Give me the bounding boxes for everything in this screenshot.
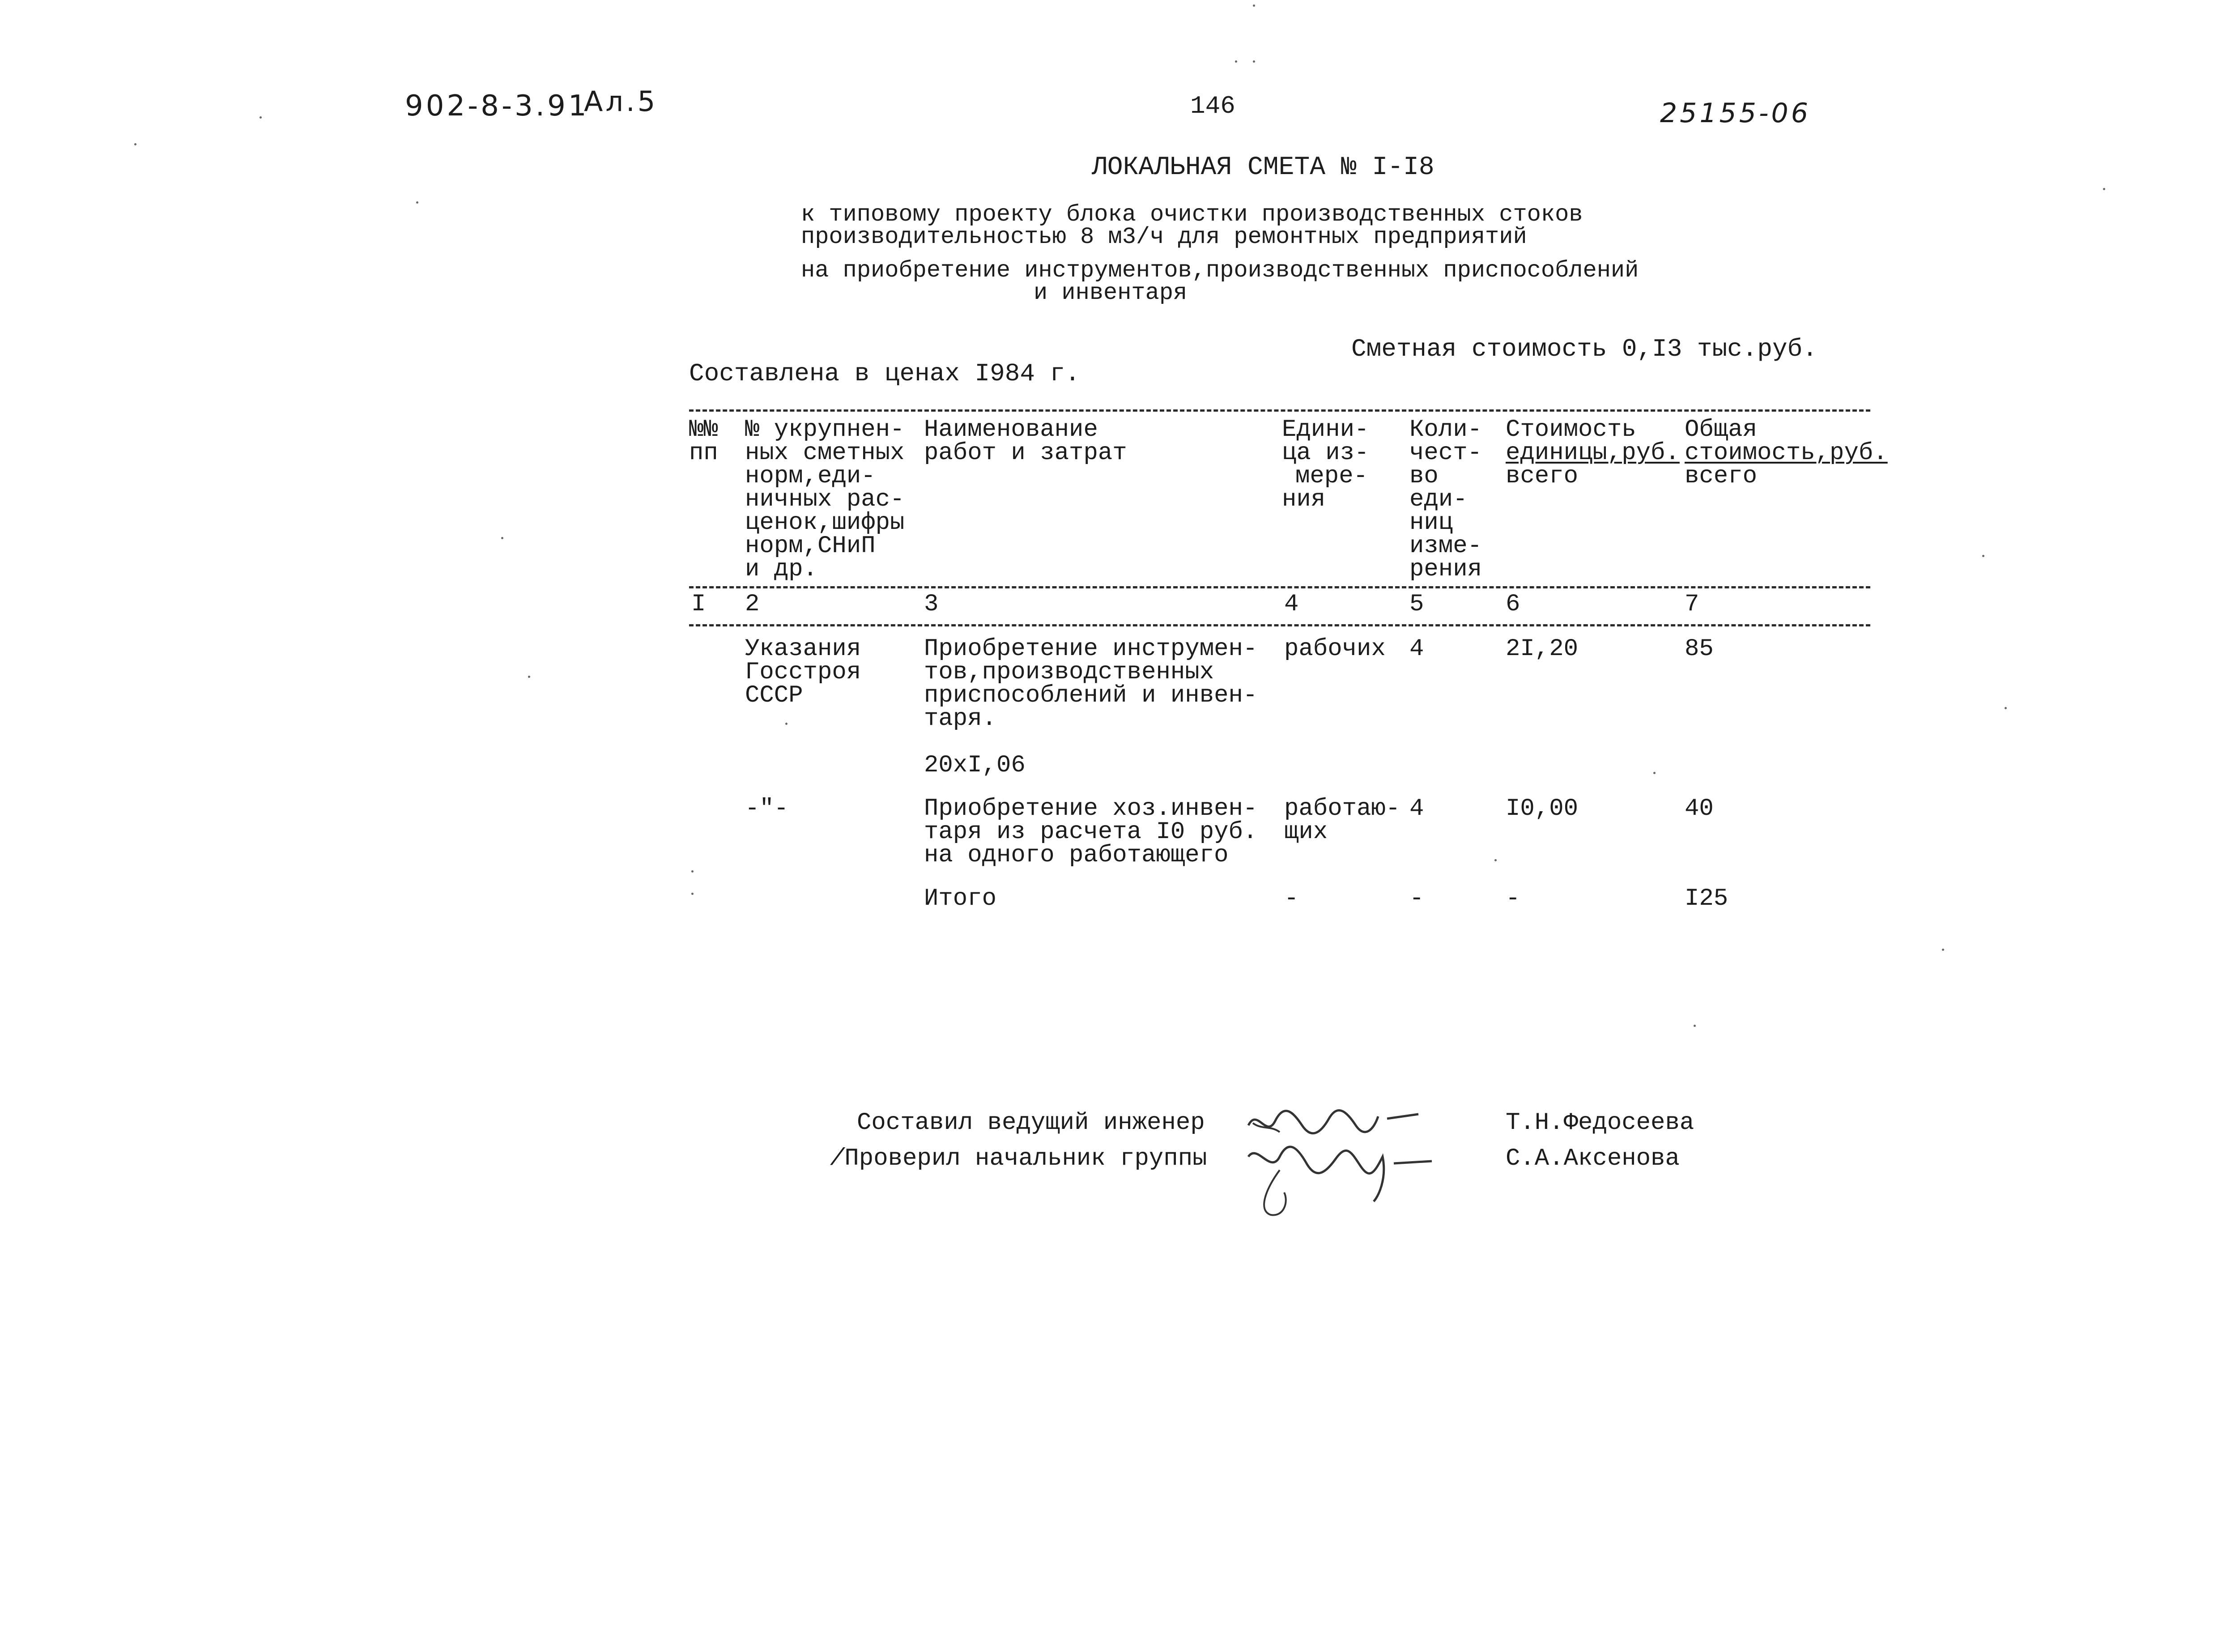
- header-col-7-line: Общая: [1685, 416, 1758, 443]
- header-col-1: [689, 418, 718, 465]
- column-number: 4: [1284, 591, 1299, 618]
- checked-by-name: С.А.Аксенова: [1506, 1145, 1680, 1172]
- scan-speck: [1253, 60, 1255, 63]
- total-unit-cost: -: [1506, 885, 1520, 912]
- header-col-5-line: во: [1409, 463, 1439, 490]
- signature-checked: [1239, 1139, 1445, 1219]
- header-col-6-line: единицы,руб.: [1506, 439, 1680, 467]
- column-number: 6: [1506, 591, 1520, 618]
- table-rule-header: [689, 586, 1870, 588]
- total-value: I25: [1685, 885, 1728, 912]
- row-1-reference-line: Госстроя: [745, 659, 861, 686]
- header-col-1-line: №№: [689, 416, 718, 443]
- row-2-unit-line: работаю-: [1284, 795, 1400, 822]
- checked-by-label-text: Проверил начальник группы: [844, 1145, 1207, 1172]
- total-quantity: -: [1409, 885, 1424, 912]
- header-col-2-line: и др.: [745, 556, 818, 583]
- header-col-6-line: всего: [1506, 463, 1579, 490]
- row-2-name-line: на одного работающего: [924, 842, 1229, 869]
- scan-speck: [134, 143, 136, 145]
- row-1-name-line: тов,производственных: [924, 659, 1214, 686]
- archive-number: 25155-06: [1660, 98, 1811, 129]
- row-2-name-line: Приобретение хоз.инвен-: [924, 795, 1258, 822]
- row-2-unit-cost: I0,00: [1506, 795, 1579, 822]
- header-col-7: [1685, 418, 1888, 488]
- header-col-4-line: ца из-: [1282, 439, 1369, 467]
- column-number: 2: [745, 591, 760, 618]
- page-title: ЛОКАЛЬНАЯ СМЕТА № I-I8: [1092, 153, 1435, 182]
- scan-speck: [2005, 707, 2007, 709]
- row-1-reference-line: Указания: [745, 635, 861, 663]
- header-col-2-line: № укрупнен-: [745, 416, 905, 443]
- header-col-3-line: Наименование: [924, 416, 1098, 443]
- scan-speck: [1253, 4, 1255, 7]
- row-1-reference-line: СССР: [745, 682, 803, 709]
- header-col-4-line: Едини-: [1282, 416, 1369, 443]
- header-col-2: [745, 418, 904, 581]
- subtitle-line-3: на приобретение инструментов,производственных приспособлений: [801, 257, 1639, 284]
- header-col-5-line: чест-: [1409, 439, 1482, 467]
- row-1-name: [924, 635, 1258, 732]
- header-col-5-line: изме-: [1409, 532, 1482, 560]
- row-1-unit-cost: 2I,20: [1506, 635, 1579, 663]
- prices-basis: Составлена в ценах I984 г.: [689, 359, 1080, 388]
- row-1-reference: [745, 635, 861, 709]
- scan-speck: [1694, 1025, 1696, 1027]
- header-col-7-line: стоимость,руб.: [1685, 439, 1888, 467]
- header-col-2-line: норм,еди-: [745, 463, 876, 490]
- row-2-total: 40: [1685, 795, 1714, 822]
- header-col-2-line: ценок,шифры: [745, 509, 905, 536]
- header-col-2-line: ничных рас-: [745, 486, 905, 513]
- scan-speck: [1653, 772, 1656, 774]
- header-col-4-line: ния: [1282, 486, 1326, 513]
- row-1-name-line: таря.: [924, 705, 997, 732]
- doc-code: 902-8-3.91: [405, 89, 589, 123]
- header-col-6-line: Стоимость: [1506, 416, 1636, 443]
- header-col-2-line: ных сметных: [745, 439, 905, 467]
- header-col-6: [1506, 418, 1680, 488]
- subtitle-line-1: к типовому проекту блока очистки производственных стоков: [801, 201, 1583, 228]
- checked-by-label: [830, 1145, 1207, 1172]
- scan-speck: [501, 537, 503, 539]
- scan-speck: [691, 870, 694, 873]
- scan-speck: [1235, 60, 1237, 63]
- header-col-3: [924, 418, 1127, 465]
- row-1-name-line: приспособлений и инвен-: [924, 682, 1258, 709]
- row-1-calculation: 20хI,06: [924, 752, 1026, 779]
- slash-mark: /: [830, 1145, 845, 1172]
- row-2-unit: [1284, 797, 1400, 844]
- table-rule-top: [689, 409, 1870, 412]
- row-1-unit: рабочих: [1284, 635, 1386, 663]
- row-1-name-line: Приобретение инструмен-: [924, 635, 1258, 663]
- column-number: I: [691, 591, 706, 618]
- column-number: 5: [1409, 591, 1424, 618]
- scan-speck: [1982, 555, 1984, 557]
- header-col-3-line: работ и затрат: [924, 439, 1127, 467]
- column-number: 7: [1685, 591, 1699, 618]
- compiled-by-name: Т.Н.Федосеева: [1506, 1109, 1694, 1137]
- scan-speck: [785, 723, 787, 725]
- header-col-1-line: пп: [689, 439, 718, 467]
- header-col-5-line: рения: [1409, 556, 1482, 583]
- column-number: 3: [924, 591, 939, 618]
- header-col-4: [1282, 418, 1369, 511]
- scan-speck: [1942, 949, 1944, 951]
- header-col-7-line: всего: [1685, 463, 1758, 490]
- subtitle-line-2: производительностью 8 м3/ч для ремонтных предприятий: [801, 224, 1527, 250]
- estimated-cost: Сметная стоимость 0,I3 тыс.руб.: [1351, 335, 1818, 363]
- header-col-4-line: мере-: [1295, 463, 1368, 490]
- header-col-2-line: норм,СНиП: [745, 532, 876, 560]
- scan-speck: [260, 116, 262, 119]
- row-1-quantity: 4: [1409, 635, 1424, 663]
- row-2-reference: -"-: [745, 795, 789, 822]
- row-2-name-line: таря из расчета I0 руб.: [924, 818, 1258, 846]
- scan-speck: [416, 201, 418, 204]
- total-unit: -: [1284, 885, 1299, 912]
- subtitle-line-4: и инвентаря: [1034, 280, 1188, 306]
- album-mark: Ал.5: [584, 85, 658, 118]
- scan-speck: [691, 893, 694, 895]
- page-number: 146: [1190, 92, 1235, 120]
- table-rule-numbers: [689, 624, 1870, 626]
- row-1-total: 85: [1685, 635, 1714, 663]
- scan-speck: [1494, 859, 1497, 861]
- scan-speck: [2103, 188, 2105, 190]
- row-2-name: [924, 797, 1257, 867]
- header-col-5-line: ниц: [1409, 509, 1453, 536]
- header-col-5-line: Коли-: [1409, 416, 1482, 443]
- scan-speck: [528, 676, 530, 678]
- header-col-5: [1409, 418, 1482, 581]
- total-label: Итого: [924, 885, 997, 912]
- compiled-by-label: Составил ведущий инженер: [857, 1109, 1205, 1137]
- row-2-unit-line: щих: [1284, 818, 1328, 846]
- header-col-5-line: еди-: [1409, 486, 1468, 513]
- row-2-quantity: 4: [1409, 795, 1424, 822]
